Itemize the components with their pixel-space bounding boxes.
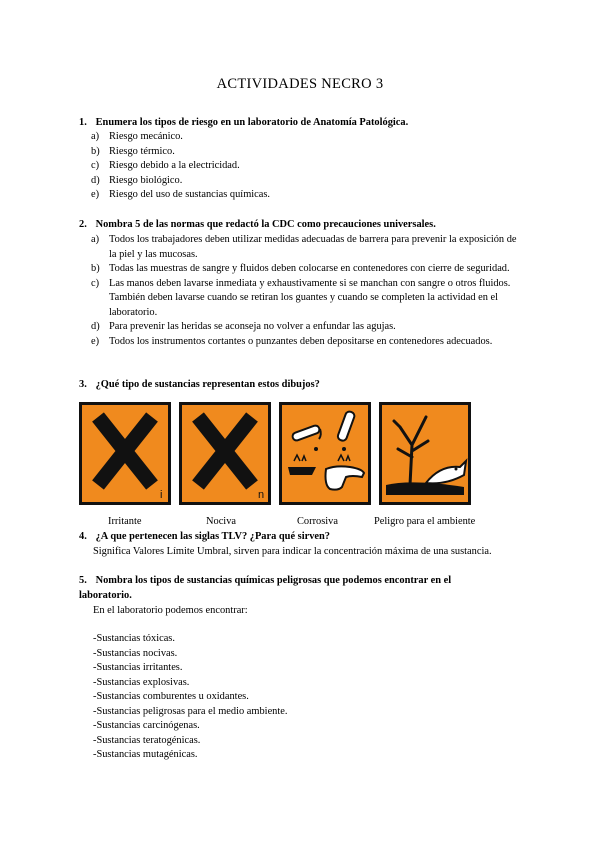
list-item [91,145,531,160]
item-marker: b) [91,145,100,157]
item-text: Riesgo del uso de sustancias químicas. [109,189,271,200]
item-marker: d) [91,321,100,332]
irritant-x-symbol-icon [79,402,171,505]
question-text: Enumera los tipos de riesgo en un laboratorio de Anatomía Patológica. [95,117,409,128]
list-item [91,277,519,321]
harmful-x-symbol-icon [179,402,271,505]
list-item: -Sustancias carcinógenas. [93,720,200,731]
question-3 [79,378,519,393]
symbol-letter: i [160,489,163,501]
symbol-caption: Peligro para el ambiente [374,516,476,527]
item-marker: a) [91,234,100,245]
question-4 [79,530,519,545]
list-item [91,262,519,277]
question-number: 1. [79,117,87,128]
list-item [91,188,531,203]
list-item: -Sustancias nocivas. [93,647,178,659]
list-item: -Sustancias explosivas. [93,676,190,688]
question-text: ¿A que pertenecen las siglas TLV? ¿Para qué sirven? [95,531,330,542]
item-text: Riesgo biológico. [109,174,183,186]
item-marker: e) [91,189,100,200]
item-marker: e) [91,335,100,347]
question-text: Nombra los tipos de sustancias químicas peligrosas que podemos encontrar en el laboratorio. [79,575,452,601]
question-number: 5. [79,575,87,586]
list-item: -Sustancias peligrosas para el medio ambiente. [93,705,288,717]
item-text: Todas las muestras de sangre y fluidos deben colocarse en contenedores con cierre de seguridad. [109,263,510,274]
item-marker: b) [91,263,100,274]
question-2-answers [91,233,519,349]
question-number: 2. [79,219,87,230]
list-item [91,174,531,189]
question-number: 4. [79,531,87,542]
list-item [91,130,531,145]
list-item: -Sustancias irritantes. [93,662,183,673]
environment-hazard-symbol-icon [379,402,471,505]
item-text: Las manos deben lavarse inmediata y exhaustivamente si se manchan con sangre o otros fluidos. También deben lavarse cuando se retiran los guantes y cuando se completen la actividad en el laboratorio. [109,277,511,318]
symbol-caption: Irritante [108,516,142,527]
item-text: Todos los instrumentos cortantes o punzantes deben depositarse en contenedores adecuados. [109,335,493,347]
list-item: -Sustancias mutagénicas. [93,749,198,760]
question-1-answers [91,130,531,203]
symbol-caption: Corrosiva [297,516,338,527]
item-marker: a) [91,131,100,142]
question-text: Nombra 5 de las normas que redactó la CDC como precauciones universales. [95,219,436,230]
list-item [91,233,519,262]
list-item [91,159,531,174]
question-number: 3. [79,379,87,390]
item-marker: d) [91,174,100,186]
item-text: Riesgo mecánico. [109,131,183,142]
item-text: Riesgo debido a la electricidad. [109,160,240,171]
list-item: -Sustancias comburentes u oxidantes. [93,691,249,702]
symbol-caption: Nociva [206,516,237,527]
question-5 [79,574,479,603]
question-5-intro: En el laboratorio podemos encontrar: [93,605,248,616]
list-item: -Sustancias tóxicas. [93,633,175,644]
question-text: ¿Qué tipo de sustancias representan estos dibujos? [95,379,320,390]
page-title: ACTIVIDADES NECRO 3 [216,76,384,92]
item-marker: c) [91,277,100,289]
symbol-letter: n [258,489,265,501]
item-text: Todos los trabajadores deben utilizar medidas adecuadas de barrera para prevenir la exposición de la piel y las mucosas. [109,234,517,260]
question-2 [79,218,519,233]
item-marker: c) [91,160,100,171]
item-text: Para prevenir las heridas se aconseja no volver a enfundar las agujas. [109,321,396,332]
question-1 [79,116,519,131]
list-item: -Sustancias teratogénicas. [93,734,201,746]
question-5-answers [93,632,533,763]
list-item [91,335,519,350]
corrosive-symbol-icon [279,402,371,505]
item-text: Riesgo térmico. [109,145,175,157]
question-4-answer: Significa Valores Límite Umbral, sirven para indicar la concentración máxima de una sustancia. [93,546,492,557]
list-item [91,320,519,335]
